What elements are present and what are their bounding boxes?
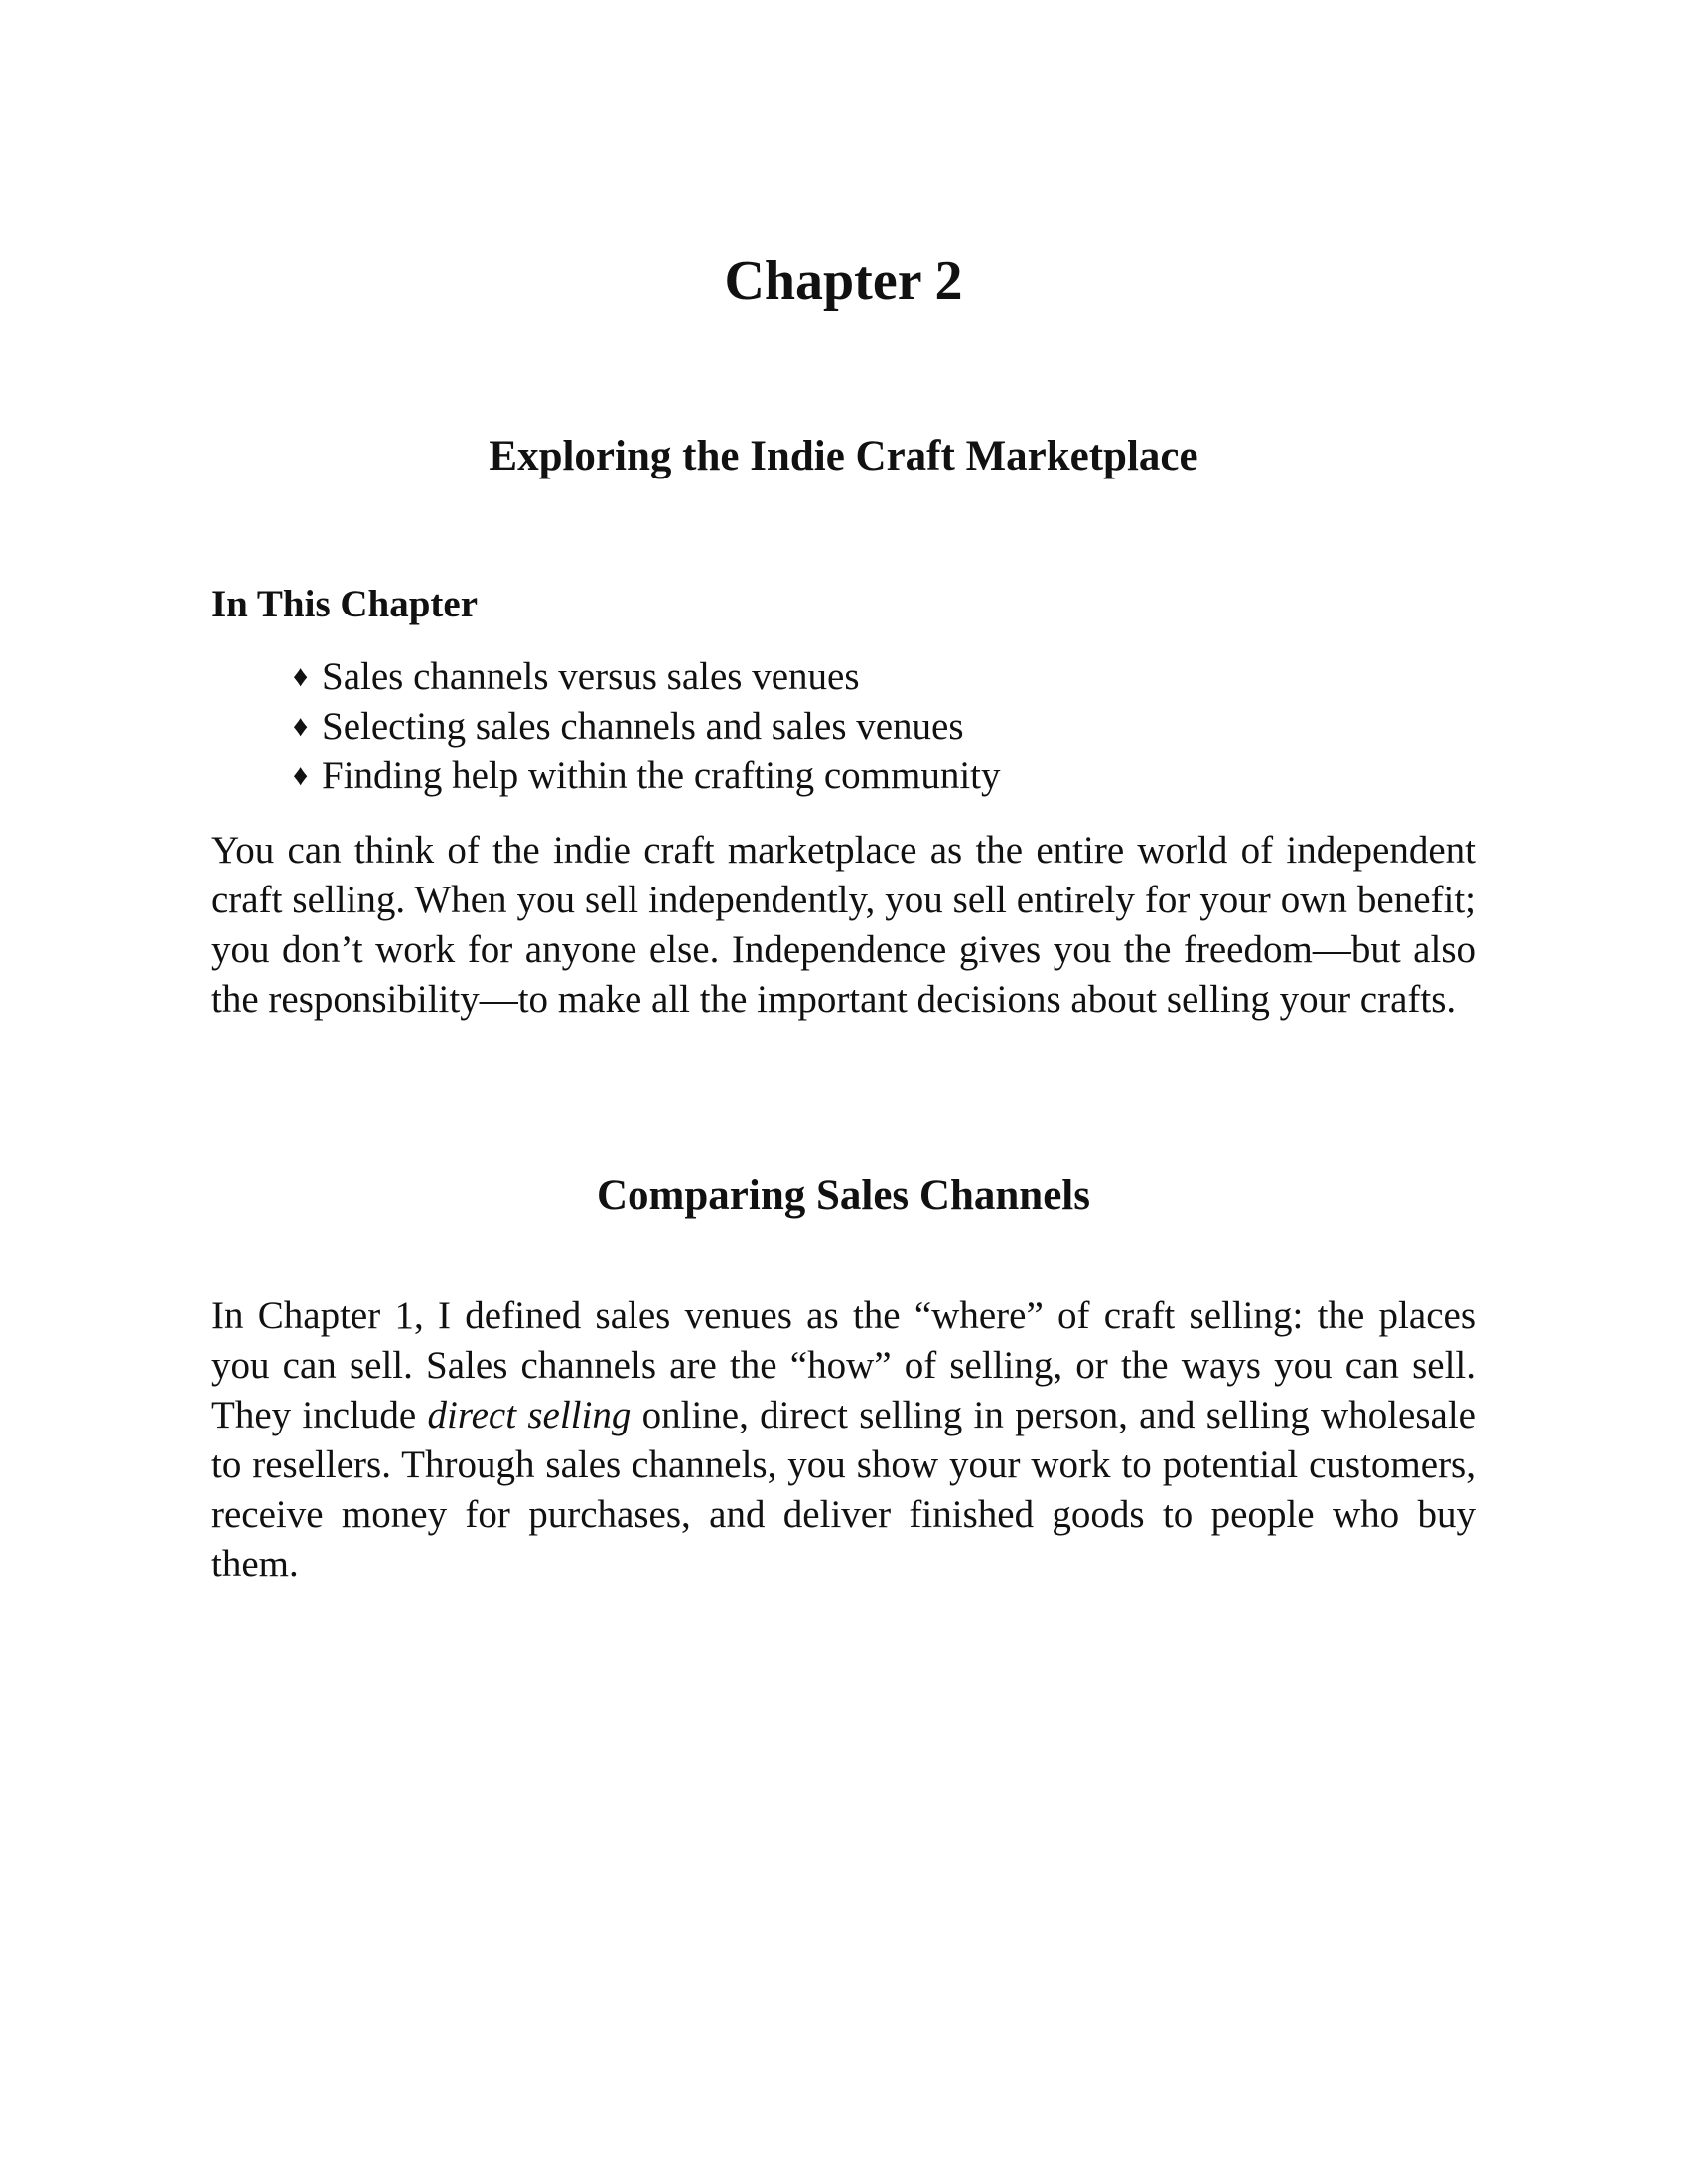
list-item-text: Selecting sales channels and sales venues — [322, 705, 964, 748]
list-item-text: Sales channels versus sales venues — [322, 655, 860, 698]
list-item — [293, 702, 1001, 751]
paragraph-text: In Chapter 1, I defined sales venues as the “where” of craft selling: the places you can sell. Sales channels are the “how” of selling, or the ways you can sell. They include — [211, 1295, 1476, 1436]
intro-paragraph: You can think of the indie craft marketplace as the entire world of independent craft selling. When you sell independently, you sell entirely for your own benefit; you don’t work for anyone else. Independence gives you the freedom—but also the responsibility—to make all the important decisions about selling your crafts. — [211, 829, 1476, 1021]
section-paragraph — [211, 1292, 1476, 1589]
chapter-title: Exploring the Indie Craft Marketplace — [489, 433, 1198, 479]
list-item — [293, 751, 1001, 801]
in-this-chapter-heading: In This Chapter — [211, 583, 479, 625]
diamond-bullet-icon: ♦ — [293, 710, 309, 743]
diamond-bullet-icon: ♦ — [293, 759, 309, 792]
paragraph-text: online, direct selling in person, and selling wholesale to resellers. Through sales channels, you show your work to potential customers, receive money for purchases, and deliver finished goods to people who buy them. — [211, 1394, 1476, 1585]
list-item-text: Finding help within the crafting community — [322, 754, 1001, 797]
diamond-bullet-icon: ♦ — [293, 660, 309, 693]
chapter-number: Chapter 2 — [724, 250, 963, 312]
italic-term: direct selling — [427, 1394, 632, 1436]
document-page — [211, 0, 1476, 2184]
section-heading: Comparing Sales Channels — [597, 1172, 1090, 1219]
list-item — [293, 652, 1001, 702]
chapter-topics-list — [293, 652, 1001, 801]
